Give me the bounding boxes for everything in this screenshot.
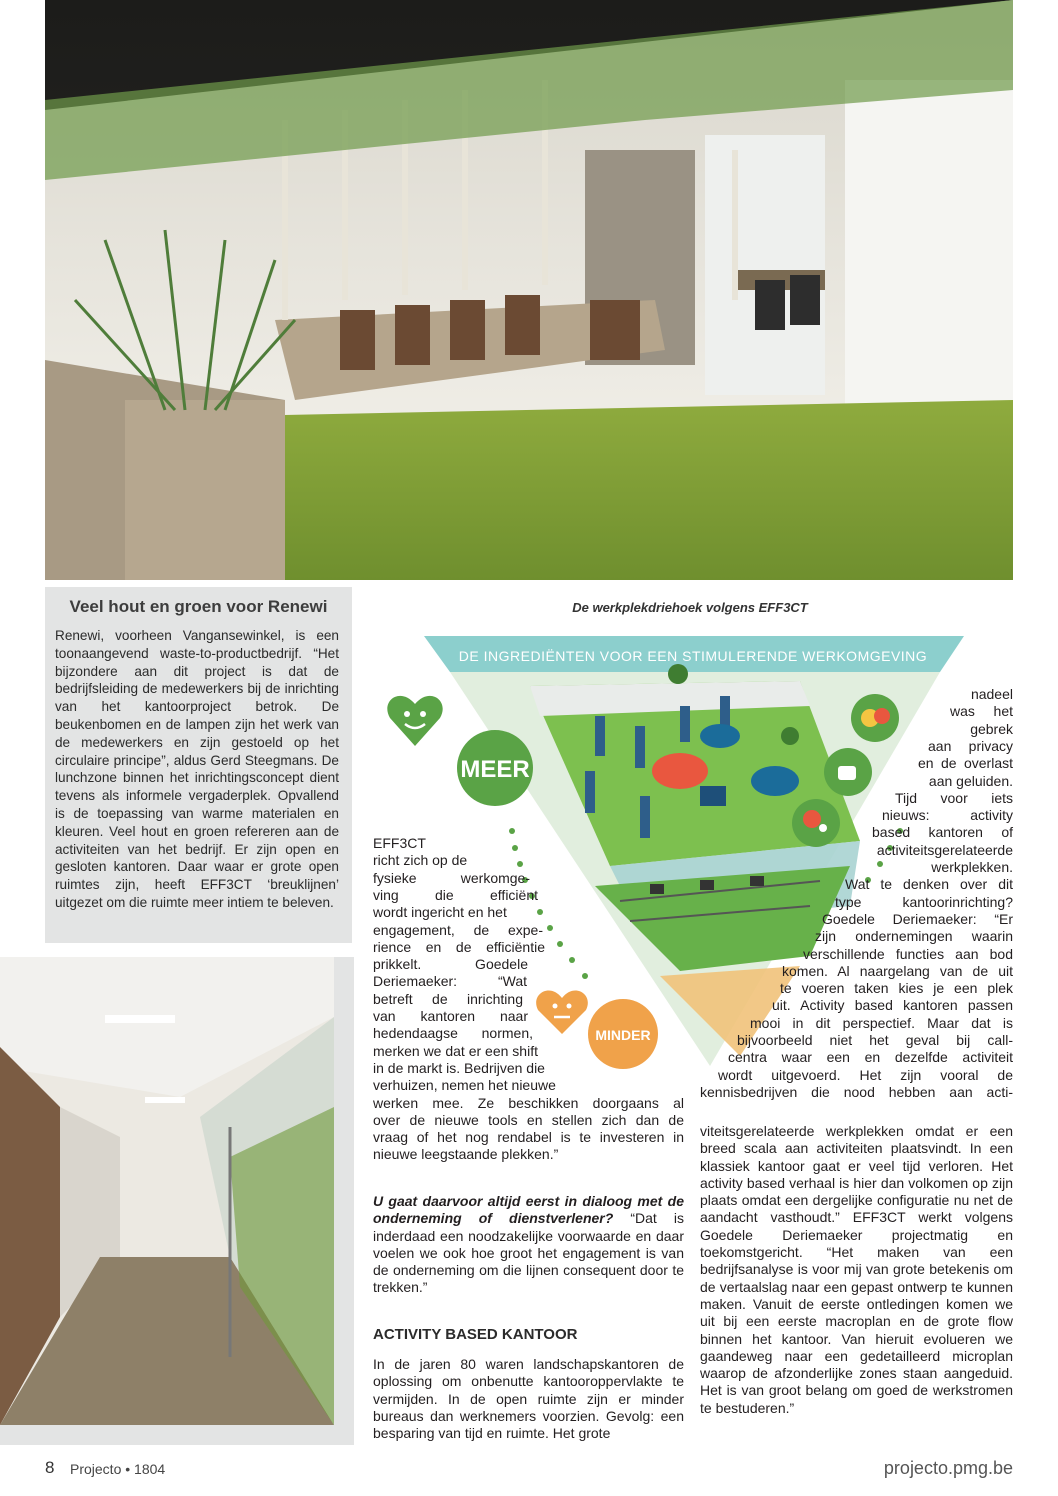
left-wrap-line: werken mee. Ze beschikken doorgaans al <box>373 1094 684 1111</box>
left-wrap-line: hedendaagse normen, <box>373 1025 533 1042</box>
right-wrap-line: zijn ondernemingen waarin <box>815 928 1013 945</box>
right-wrap-line: en de overlast <box>918 755 1013 772</box>
right-wrap-line: nadeel <box>970 686 1013 702</box>
left-wrap-line: betreft de inrichting <box>373 990 523 1007</box>
more-heart-icon <box>387 696 442 746</box>
left-wrap-line: richt zich op de <box>373 852 468 869</box>
right-wrap-line: type kantoorinrichting? <box>835 893 1013 910</box>
diagram-banner: DE INGREDIËNTEN VOOR EEN STIMULERENDE WERKOMGEVING <box>458 648 928 664</box>
right-wrap-line: wordt uitgevoerd. Het zijn vooral de <box>718 1066 1013 1083</box>
fruit-icon <box>851 694 899 742</box>
left-column-question-block <box>373 1193 684 1297</box>
coffee-icon <box>824 748 872 796</box>
right-wrap-line: komen. Al naargelang van de uit <box>782 962 1013 979</box>
corridor-photo <box>0 957 334 1425</box>
interview-answer: “Dat is inderdaad een noodzakelijke voorwaarde en daar voelen we ook hoe groot het engagement is van de onderneming om die lijnen consequent door te trekken.” <box>373 1210 684 1296</box>
less-heart-icon <box>536 990 588 1034</box>
right-wrap-line: te voeren taken kies je een plek <box>780 980 1013 997</box>
less-label: MINDER <box>595 1027 651 1043</box>
interview-question: U gaat daarvoor altijd eerst in dialoog met de onderneming of dienstverlener? <box>373 1193 684 1227</box>
right-wrap-line: Tijd voor iets <box>895 789 1013 806</box>
ping-pong-icon <box>792 799 840 847</box>
left-wrap-line: ving die efficiënt <box>373 886 538 903</box>
more-label: MEER <box>460 756 530 783</box>
right-wrap-line: nieuws: activity <box>882 807 1013 824</box>
right-wrap-line: aan geluiden. <box>928 772 1013 789</box>
left-wrap-line: van kantoren naar <box>373 1008 528 1024</box>
sidebar-text: Renewi, voorheen Vangansewinkel, is een toonaangevend waste-to-productbedrijf. “Het bijzondere aan dit project is dat de bedrijfsleiding de medewerkers bij de inrichting van het kantoorproject betrok. De beukenbomen en de lampen zijn het werk van de medewerkers en zijn gestoeld op het circulaire principe”, aldus Gerd Steegmans. De lunchzone binnen het inrichtingsconcept dient tevens als informele vergaderplek. Opvallend is de toepassing van warme materialen en kleuren. Veel hout en groen refereren aan de activiteiten van het bedrijf. Er zijn open en gesloten kantoren. Daar waar er grote open ruimtes zijn, heeft EFF3CT ‘breuklijnen’ uitgezet om die ruimte meer intiem te beleven. <box>55 628 339 910</box>
section-heading: ACTIVITY BASED KANTOOR <box>373 1326 578 1343</box>
left-wrap-line: verhuizen, nemen het nieuwe <box>373 1077 556 1094</box>
right-wrap-line: gebrek <box>970 720 1013 737</box>
right-wrap-line: mooi in dit perspectief. Maar dat is <box>750 1014 1013 1031</box>
right-wrap-line: uit. Activity based kantoren passen <box>772 997 1013 1014</box>
left-wrap-line: merken we dat er een shift <box>373 1042 538 1059</box>
left-wrap-line: over de nieuwe tools en stellen zich dan de <box>373 1111 684 1128</box>
right-wrap-line: bijvoorbeeld niet het geval bij call- <box>737 1032 1013 1048</box>
right-wrap-line: Goedele Deriemaeker: “Er <box>822 910 1013 927</box>
page-number: 8 <box>45 1458 55 1477</box>
left-wrap-line: rience en de efficiëntie <box>373 938 545 955</box>
right-wrap-line: aan privacy <box>928 737 1013 754</box>
right-wrap-line: activiteitsgerelateerde <box>876 841 1013 858</box>
sidebar-strip-bottom <box>0 1425 354 1445</box>
left-column-after-heading: In de jaren 80 waren landschapskantoren de oplossing om onbenutte kantooroppervlakte te vermijden. In de open ruimte zijn er minder bureaus dan werknemers voorzien. Gevolg: een besparing van tijd en ruimte. Het grote <box>373 1356 684 1442</box>
left-wrap-line: prikkelt. Goedele <box>373 956 528 973</box>
right-wrap-line: based kantoren of <box>872 824 1013 841</box>
right-wrap-line: kennisbedrijven die nood hebben aan acti- <box>700 1083 1013 1100</box>
right-wrap-line: centra waar een en dezelfde activiteit <box>728 1049 1013 1066</box>
right-wrap-line: verschillende functies aan bod <box>803 945 1013 962</box>
left-wrap-line: Deriemaeker: “Wat <box>373 973 527 990</box>
diagram-caption: De werkplekdriehoek volgens EFF3CT <box>572 600 808 615</box>
right-column-text: viteitsgerelateerde werkplekken omdat er een breed scala aan activiteiten plaatsvindt. In een klassiek kantoor gaat er veel tijd verloren. Het activity based verhaal is hier dan volkomen op zijn plaats omdat een dergelijke configuratie nu net de aandacht vasthoudt.” EFF3CT werkt volgens Goedele Deriemaeker projectmatig en toekomstgericht. “Het maken van een bedrijfsanalyse is voor mij van grote betekenis om de vertaalslag naar een gepast ontwerp te kunnen maken. Vanuit de eerste ontledingen komen we uit bij een eerste macroplan en de grote flow binnen het kantoor. Van hieruit evolueren we gaandeweg naar een gedetailleerd microplan waarop de afzonderlijke zones staan aangeduid. Het is van groot belang om goed de werkstromen te bestuderen.” <box>700 1123 1013 1416</box>
left-wrap-line: fysieke werkomge- <box>373 869 530 886</box>
right-wrap-line: was het <box>950 703 1013 720</box>
website-link[interactable]: projecto.pmg.be <box>883 1458 1013 1478</box>
right-wrap-line: werkplekken. <box>931 859 1013 875</box>
left-wrap-line: nieuwe leegstaande plekken.” <box>373 1146 559 1163</box>
left-wrap-line: vraag of het nog rendabel is te investeren in <box>373 1129 684 1146</box>
left-wrap-line: wordt ingericht en het <box>373 904 507 921</box>
right-wrap-line: Wat te denken over dit <box>845 876 1013 893</box>
sidebar-strip <box>334 957 354 1445</box>
office-lunch-zone-photo <box>45 0 1013 580</box>
publication-issue: Projecto • 1804 <box>70 1461 166 1477</box>
left-wrap-line: EFF3CT <box>373 835 426 851</box>
sidebar-title: Veel hout en groen voor Renewi <box>69 597 328 616</box>
left-wrap-line: in de markt is. Bedrijven die <box>373 1059 545 1076</box>
left-wrap-line: engagement, de expe- <box>373 921 543 938</box>
